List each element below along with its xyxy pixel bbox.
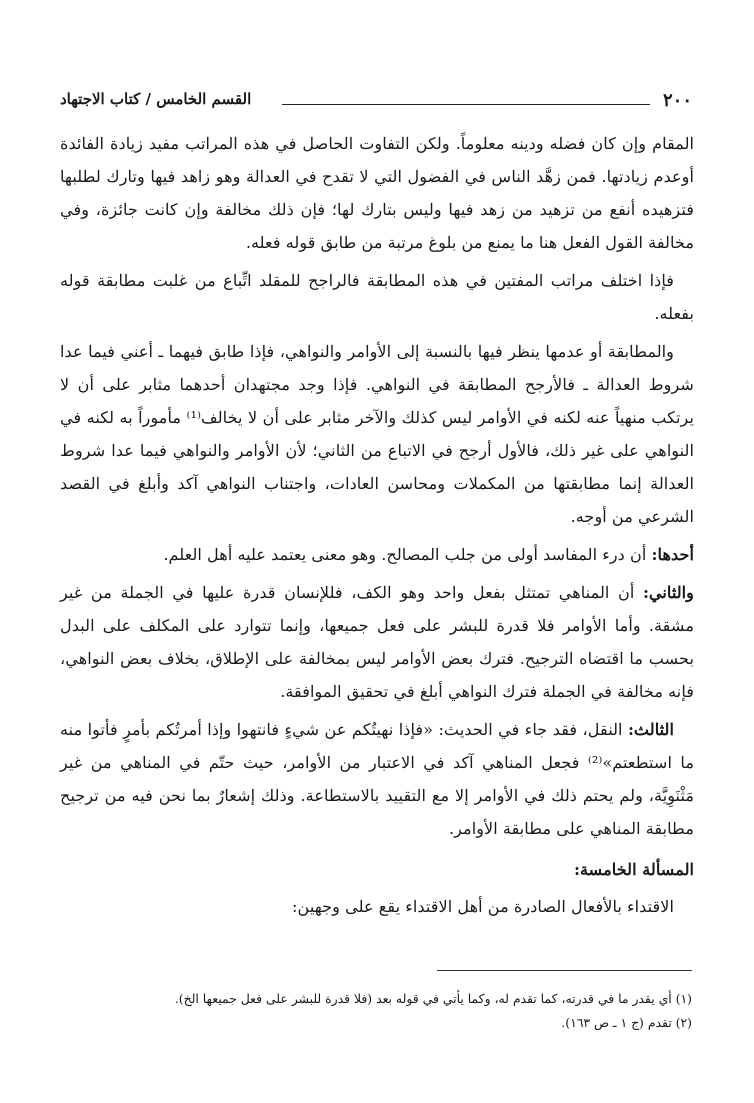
page-header [60,90,692,114]
footnote: (٢) تقدم (ج ١ ـ ص ١٦٣). [561,1015,692,1030]
paragraph-text: النقل، فقد جاء في الحديث: «فإذا نهيتُكم عن شيءٍ فانتهوا وإذا أمرتُكم بأمرٍ فأتوا منه ما استطعتم»⁽²⁾ فجعل المناهي آكد في الاعتبار من الأوامر، حيث حتّم في المناهي من غير مَثْنَوِيَّة، ولم يحتم ذلك في الأوامر إلا مع التقييد بالاستطاعة. وذلك إشعارٌ بما نحن فيه من ترجيح مطابقة المناهي على مطابقة الأوامر. [60,720,694,838]
paragraph-text: أن المناهي تمتثل بفعل واحد وهو الكف، فللإنسان قدرة عليها في الجملة من غير مشقة. وأما الأوامر فلا قدرة للبشر على فعل جميعها، وإنما تتوارد على المكلف على البدل بحسب ما اقتضاه الترجيح. فترك بعض الأوامر ليس بمخالفة على الإطلاق، بخلاف بعض النواهي، فإنه مخالفة في الجملة فترك النواهي أبلغ في تحقيق الموافقة. [60,583,694,701]
paragraph [60,127,694,259]
paragraph-text: فإذا اختلف مراتب المفتين في هذه المطابقة فالراجح للمقلد اتِّباع من غلبت مطابقة قوله بفعله. [60,271,694,323]
footnote: (١) أي يقدر ما في قدرته، كما تقدم له، وكما يأتي في قوله بعد (فلا قدرة للبشر على فعل جميعها الخ). [174,991,692,1006]
paragraph-text: المقام وإن كان فضله ودينه معلوماً. ولكن التفاوت الحاصل في هذه المراتب مفيد زيادة الفائدة أوعدم زيادتها. فمن زهَّد الناس في الفضول التي لا تقدح في العدالة وهو زاهد فيها وتارك لطلبها فتزهيده أنفع من تزهيد من زهد فيها وليس بتارك لها؛ فإن ذلك مخالفة وإن كانت جائزة، وفي مخالفة القول الفعل هنا ما يمنع من بلوغ مرتبة من طابق قوله فعله. [60,134,694,252]
paragraph [60,576,694,708]
paragraph-text: أن درء المفاسد أولى من جلب المصالح. وهو معنى يعتمد عليه أهل العلم. [163,545,652,564]
paragraph-lead: أحدها: [651,545,694,564]
paragraph [60,538,694,571]
paragraph-text: والمطابقة أو عدمها ينظر فيها بالنسبة إلى الأوامر والنواهي، فإذا طابق فيهما ـ أعني فيما عدا شروط العدالة ـ فالأرجح المطابقة في النواهي. فإذا وجد مجتهدان أحدهما مثابر على أن لا يرتكب منهياً عنه لكنه في الأوامر ليس كذلك والآخر مثابر على أن لا يخالف⁽¹⁾ مأموراً به لكنه في النواهي على غير ذلك، فالأول أرجح في الاتباع من الثاني؛ لأن الأوامر والنواهي فيما عدا شروط العدالة إنما مطابقتها من المكملات ومحاسن العادات، واجتناب النواهي آكد وأبلغ في القصد الشرعي من أوجه. [60,342,694,526]
running-head: القسم الخامس / كتاب الاجتهاد [60,90,252,108]
section-intro: الاقتداء بالأفعال الصادرة من أهل الاقتداء يقع على وجهين: [292,897,674,916]
paragraph [60,335,694,533]
header-rule [282,104,650,105]
paragraph [60,713,694,845]
paragraph [60,264,694,330]
footnotes [60,987,692,1035]
paragraph-lead: والثاني: [642,583,694,602]
page-number: ٢٠٠ [662,90,692,111]
paragraph-lead: الثالث: [627,720,674,739]
section-title: المسألة الخامسة: [574,860,694,879]
footnote-rule [437,970,692,971]
body-text [60,127,694,928]
